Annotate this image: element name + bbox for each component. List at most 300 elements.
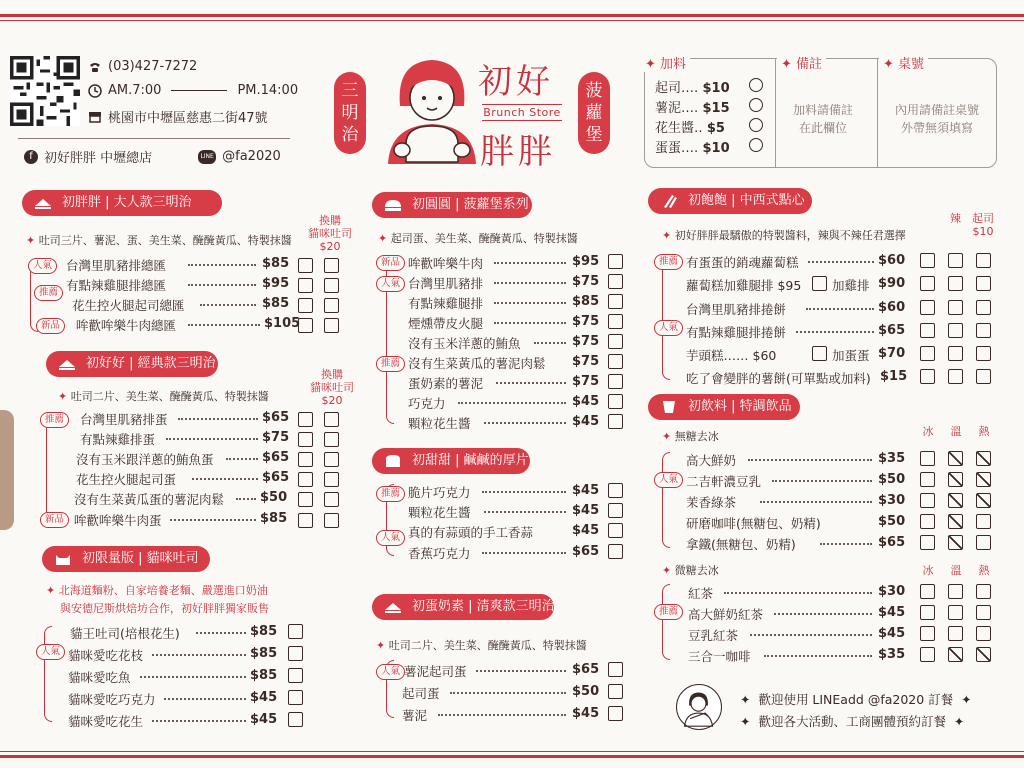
upgrade-checkbox[interactable] [324, 513, 339, 528]
menu-item-price: $50 [878, 514, 906, 529]
leader-dots [188, 264, 256, 266]
order-checkbox[interactable] [920, 300, 935, 315]
addon-checkbox[interactable] [749, 118, 763, 132]
upgrade-checkbox[interactable] [324, 432, 339, 447]
menu-item-price: $65 [878, 323, 906, 338]
menu-item-price: $85 [250, 624, 278, 639]
warm-checkbox-disabled [948, 451, 963, 466]
warm-checkbox-disabled [948, 493, 963, 508]
leader-dots [188, 284, 256, 286]
order-checkbox[interactable] [288, 712, 303, 727]
clock-icon [88, 84, 102, 98]
leader-dots [494, 302, 566, 304]
leader-dots [750, 634, 872, 636]
cheese-checkbox[interactable] [976, 300, 991, 315]
leader-dots [166, 438, 258, 440]
menu-item-price: $50 [572, 684, 600, 699]
section-header-snacks: 初飽飽 | 中西式點心 [648, 188, 812, 214]
upgrade-checkbox[interactable] [324, 412, 339, 427]
addon-row: 蛋蛋‥‥ $10 [655, 141, 730, 156]
menu-item-name: 拿鐵(無糖包、奶精) [686, 537, 796, 552]
menu-item-name: 台灣里肌豬排 [408, 276, 484, 291]
menu-item-name: 有點辣雞腿排總匯 [66, 278, 167, 293]
menu-item-price: $90 [878, 276, 906, 291]
social-row [24, 147, 281, 166]
menu-item-price: $75 [572, 374, 600, 389]
bracket [662, 254, 670, 380]
mascot-avatar-icon [676, 684, 722, 730]
tag-new: 新品 [376, 255, 405, 271]
tag-recommended: 推薦 [376, 486, 405, 502]
line-icon: LINE [198, 150, 216, 164]
panel-divider [775, 59, 776, 167]
facebook-icon: f [24, 150, 38, 164]
warm-checkbox[interactable] [948, 584, 963, 599]
addon-checkbox[interactable] [749, 98, 763, 112]
order-checkbox[interactable] [288, 690, 303, 705]
menu-item-name: 煙燻帶皮火腿 [408, 316, 484, 331]
menu-item-name: 吃了會變胖的薯餅(可單點或加料) [686, 371, 871, 386]
column-header-cheese: 起司 $10 [972, 212, 994, 238]
bottom-border-thin [0, 751, 1024, 752]
footer-line-order: ✦ 歡迎使用 LINEadd @fa2020 訂餐 ✦ [740, 692, 972, 707]
leader-dots [482, 491, 566, 493]
menu-item-name: 沒有生菜黃瓜的薯泥肉鬆 [408, 356, 546, 371]
menu-item-name: 貓咪愛吃巧克力 [68, 692, 156, 707]
order-checkbox[interactable] [608, 314, 623, 329]
order-checkbox[interactable] [608, 662, 623, 677]
menu-item-price: $45 [572, 483, 600, 498]
menu-item-price: $35 [878, 647, 906, 662]
hours-dash [171, 90, 227, 91]
cold-checkbox[interactable] [920, 493, 935, 508]
menu-item-price: $15 [880, 369, 908, 384]
section-header-pineapple-bun: 初圓圓 | 菠蘿堡系列 [372, 192, 532, 218]
hot-checkbox-disabled [976, 493, 991, 508]
leader-dots [484, 511, 566, 513]
column-header-cold: 冰 [922, 564, 934, 577]
menu-item-price: $50 [878, 472, 906, 487]
notes-hint[interactable]: 加料請備註 在此欄位 [793, 103, 854, 135]
section-subtitle: 與安德尼斯烘焙坊合作，初好胖胖獨家販售 [60, 602, 269, 615]
menu-item-price: $65 [878, 535, 906, 550]
column-header-hot: 熱 [978, 564, 990, 577]
add-chicken-label: 加雞排 [832, 278, 870, 293]
order-checkbox[interactable] [608, 354, 623, 369]
order-checkbox[interactable] [608, 394, 623, 409]
brand-title-bottom: 胖胖 [480, 132, 556, 172]
order-checkbox[interactable] [298, 472, 313, 487]
tag-recommended: 推薦 [40, 412, 69, 428]
leader-dots [476, 670, 566, 672]
menu-item-price: $75 [572, 314, 600, 329]
hot-checkbox-disabled [976, 451, 991, 466]
order-checkbox[interactable] [608, 483, 623, 498]
upgrade-checkbox[interactable] [324, 452, 339, 467]
column-header-cold: 冰 [922, 425, 934, 438]
menu-item-price: $70 [878, 346, 906, 361]
order-checkbox[interactable] [298, 452, 313, 467]
cold-checkbox[interactable] [920, 647, 935, 662]
leader-dots [152, 720, 246, 722]
order-checkbox[interactable] [920, 253, 935, 268]
cold-checkbox[interactable] [920, 535, 935, 550]
upgrade-checkbox[interactable] [324, 318, 339, 333]
sandwich-icon [384, 600, 402, 614]
menu-item-name: 紅茶 [688, 586, 714, 601]
order-checkbox[interactable] [608, 706, 623, 721]
order-checkbox[interactable] [920, 369, 935, 384]
order-checkbox[interactable] [298, 432, 313, 447]
leader-dots [196, 632, 246, 634]
menu-item-name: 哞歡哞樂牛肉總匯 [76, 318, 177, 333]
section-header-adult-sandwich: 初胖胖 | 大人款三明治 [22, 190, 222, 216]
hot-checkbox[interactable] [976, 514, 991, 529]
menu-item-price: $65 [572, 662, 600, 677]
tag-new: 新品 [40, 512, 69, 528]
bracket [662, 584, 670, 660]
menu-item-name: 巧克力 [408, 396, 446, 411]
hot-checkbox-disabled [976, 472, 991, 487]
menu-item-name: 蛋奶素的薯泥 [408, 376, 484, 391]
leader-dots [772, 480, 872, 482]
table-hint[interactable]: 內用請備註桌號 外帶無須填寫 [895, 103, 980, 135]
menu-item-price: $60 [878, 253, 906, 268]
menu-item-price: $75 [572, 274, 600, 289]
menu-item-price: $45 [572, 503, 600, 518]
section-subtitle: ✦ 北海道麵粉、自家培養老麵、嚴選進口奶油 [46, 584, 268, 597]
tag-recommended: 推薦 [376, 356, 405, 372]
cold-checkbox[interactable] [920, 451, 935, 466]
menu-item-price: $50 [260, 490, 288, 505]
phone-number[interactable]: (03)427-7272 [108, 59, 198, 74]
leader-dots [140, 676, 246, 678]
spicy-checkbox[interactable] [948, 369, 963, 384]
upgrade-checkbox[interactable] [324, 492, 339, 507]
cold-checkbox[interactable] [920, 472, 935, 487]
cheese-checkbox[interactable] [976, 323, 991, 338]
menu-item-price: $60 [878, 300, 906, 315]
brand-subtitle: Brunch Store [483, 106, 561, 119]
upgrade-checkbox[interactable] [324, 298, 339, 313]
order-checkbox[interactable] [920, 323, 935, 338]
order-checkbox[interactable] [920, 276, 935, 291]
order-checkbox[interactable] [608, 334, 623, 349]
warm-checkbox[interactable] [948, 626, 963, 641]
menu-item-name: 有點辣雞腿排捲餅 [686, 325, 787, 340]
menu-item-name: 薯泥 [402, 708, 428, 723]
menu-item-price: $105 [264, 316, 301, 331]
column-header-warm: 溫 [950, 564, 962, 577]
order-checkbox[interactable] [608, 254, 623, 269]
leader-dots [494, 262, 566, 264]
cheese-checkbox[interactable] [976, 369, 991, 384]
menu-item-price: $85 [250, 646, 278, 661]
column-header-spicy: 辣 [950, 212, 961, 225]
menu-item-name: 台灣里肌豬排總匯 [66, 258, 167, 273]
hot-checkbox[interactable] [976, 626, 991, 641]
spicy-checkbox[interactable] [948, 346, 963, 361]
menu-item-price: $45 [878, 605, 906, 620]
cold-checkbox[interactable] [920, 605, 935, 620]
menu-item-name: 貓咪愛吃花枝 [68, 648, 144, 663]
menu-item-name: 花生控火腿起司總匯 [72, 298, 185, 313]
addon-row: 起司‥‥ $10 [655, 81, 730, 96]
order-checkbox[interactable] [298, 298, 313, 313]
order-checkbox[interactable] [298, 412, 313, 427]
warm-checkbox[interactable] [948, 605, 963, 620]
menu-item-price: $65 [572, 544, 600, 559]
menu-item-name: 沒有玉米跟洋蔥的鮪魚蛋 [76, 452, 214, 467]
leader-dots [494, 282, 566, 284]
addons-head: ✦ 加料 [641, 53, 690, 72]
menu-item-name: 哞歡哞樂牛肉蛋 [74, 513, 162, 528]
order-checkbox[interactable] [288, 624, 303, 639]
leader-dots [170, 519, 256, 521]
upgrade-checkbox[interactable] [324, 472, 339, 487]
header-divider [18, 138, 290, 139]
menu-item-price: $45 [572, 706, 600, 721]
table-head: ✦ 桌號 [879, 53, 928, 72]
menu-item-name: 哞歡哞樂牛肉 [408, 256, 484, 271]
leader-dots [494, 322, 566, 324]
leader-dots [458, 402, 566, 404]
top-border-thin [0, 20, 1024, 21]
addon-row: 薯泥‥‥ $15 [655, 101, 730, 116]
spicy-checkbox[interactable] [948, 300, 963, 315]
tag-new: 新品 [36, 318, 65, 334]
order-checkbox[interactable] [608, 684, 623, 699]
warm-checkbox-disabled [948, 472, 963, 487]
toast-icon [384, 454, 402, 468]
mascot-logo [382, 54, 482, 166]
leader-dots [438, 714, 566, 716]
order-checkbox[interactable] [608, 503, 623, 518]
leader-dots [164, 698, 246, 700]
leader-dots [774, 613, 872, 615]
leader-dots [200, 304, 256, 306]
section-subtitle: ✦ 微糖去冰 [662, 564, 719, 577]
menu-item-name: 三合一咖啡 [688, 649, 751, 664]
leader-dots [760, 501, 872, 503]
hours-open: AM.7:00 [108, 83, 162, 98]
leader-dots [236, 498, 256, 500]
leader-dots [188, 324, 260, 326]
menu-item-name: 茉香綠茶 [686, 495, 737, 510]
menu-item-name: 台灣里肌豬排蛋 [80, 412, 168, 427]
tag-popular: 人氣 [376, 664, 405, 680]
leader-dots [764, 655, 872, 657]
order-checkbox[interactable] [608, 544, 623, 559]
sandwich-icon [58, 357, 76, 371]
section-subtitle: ✦ 起司蛋、美生菜、醃醃黃瓜、特製抹醬 [378, 232, 578, 245]
section-header-veg-sandwich: 初蛋奶素 | 清爽款三明治 [372, 594, 554, 620]
order-checkbox[interactable] [608, 274, 623, 289]
column-header-upgrade: 換購 貓咪吐司 $20 [310, 368, 354, 407]
hot-checkbox[interactable] [976, 605, 991, 620]
store-icon [88, 110, 102, 124]
section-header-classic-sandwich: 初好好 | 經典款三明治 [46, 351, 218, 377]
order-checkbox[interactable] [608, 294, 623, 309]
tag-popular: 人氣 [28, 258, 57, 274]
pill-pineapple-bun: 菠 蘿 堡 [578, 72, 610, 154]
tag-popular: 人氣 [376, 530, 405, 546]
upgrade-checkbox[interactable] [324, 258, 339, 273]
warm-checkbox-disabled [948, 535, 963, 550]
spicy-checkbox[interactable] [948, 253, 963, 268]
addon-checkbox[interactable] [749, 138, 763, 152]
order-checkbox[interactable] [298, 278, 313, 293]
order-checkbox[interactable] [608, 523, 623, 538]
leader-dots [484, 422, 566, 424]
menu-item-price: $75 [572, 354, 600, 369]
menu-item-price: $45 [250, 712, 278, 727]
column-header-hot: 熱 [978, 425, 990, 438]
cheese-checkbox[interactable] [976, 276, 991, 291]
menu-item-name: 顆粒花生醬 [408, 416, 471, 431]
menu-item-name: 脆片巧克力 [408, 485, 471, 500]
brand-title-top: 初好 [478, 62, 554, 102]
menu-item-name: 真的有蒜頭的手工香蒜 [408, 525, 534, 540]
phone-icon [88, 60, 102, 74]
cold-checkbox[interactable] [920, 626, 935, 641]
cold-checkbox[interactable] [920, 584, 935, 599]
menu-item-name: 有點辣雞腿排 [408, 296, 484, 311]
menu-item-name: 蘿蔔糕加雞腿排 $95 [686, 278, 802, 293]
tag-popular: 人氣 [376, 276, 405, 292]
menu-item-price: $75 [262, 430, 290, 445]
leader-dots [806, 308, 874, 310]
leader-dots [748, 459, 872, 461]
order-checkbox[interactable] [920, 346, 935, 361]
menu-item-price: $85 [260, 511, 288, 526]
menu-item-price: $30 [878, 493, 906, 508]
leader-dots [482, 552, 566, 554]
upgrade-checkbox[interactable] [324, 278, 339, 293]
section-header-cat-toast: 初限量版 | 貓咪吐司 [42, 546, 210, 572]
phone-row [88, 59, 197, 74]
section-subtitle: ✦ 初好胖胖最驕傲的特製醬料，辣與不辣任君選擇 [662, 229, 906, 242]
cup-icon [660, 400, 678, 414]
order-checkbox[interactable] [298, 258, 313, 273]
menu-item-price: $65 [262, 450, 290, 465]
menu-item-name: 沒有玉米洋蔥的鮪魚 [408, 336, 521, 351]
addon-row: 花生醬‥ $5 [655, 121, 725, 136]
section-subtitle: ✦ 吐司三片、薯泥、蛋、美生菜、醃醃黃瓜、特製抹醬 [26, 234, 292, 247]
menu-item-price: $65 [262, 470, 290, 485]
column-header-upgrade: 換購 貓咪吐司 $20 [308, 214, 352, 253]
menu-item-name: 豆乳紅茶 [688, 628, 739, 643]
leader-dots [178, 418, 258, 420]
spicy-checkbox[interactable] [948, 323, 963, 338]
menu-item-name: 貓咪愛吃魚 [68, 670, 131, 685]
bun-icon [384, 198, 402, 212]
addon-checkbox[interactable] [749, 78, 763, 92]
thumb-edge [0, 410, 14, 530]
hot-checkbox-disabled [976, 647, 991, 662]
leader-dots [820, 543, 872, 545]
menu-item-name: 研磨咖啡(無糖包、奶精) [686, 516, 821, 531]
order-checkbox[interactable] [298, 513, 313, 528]
menu-item-price: $95 [262, 276, 290, 291]
address-text[interactable]: 桃園市中壢區慈惠二街47號 [108, 111, 268, 126]
order-panel [644, 58, 997, 168]
menu-item-name: 二吉軒濃豆乳 [686, 474, 762, 489]
menu-item-price: $85 [262, 296, 290, 311]
hours-row [88, 83, 298, 98]
fork-icon [660, 194, 678, 208]
cat-icon [54, 552, 72, 566]
pill-sandwich: 三 明 治 [334, 72, 366, 154]
leader-dots [450, 692, 566, 694]
order-checkbox[interactable] [288, 646, 303, 661]
spicy-checkbox[interactable] [948, 276, 963, 291]
leader-dots [226, 458, 258, 460]
menu-item-price: $45 [878, 626, 906, 641]
cheese-checkbox[interactable] [976, 253, 991, 268]
add-egg-label: 加蛋蛋 [832, 348, 870, 363]
bracket [44, 626, 52, 722]
facebook-name[interactable]: 初好胖胖 中壢總店 [44, 151, 153, 166]
menu-item-price: $35 [878, 451, 906, 466]
top-border [0, 14, 1024, 17]
order-checkbox[interactable] [298, 318, 313, 333]
footer-group-order: ✦ 歡迎各大活動、工商團體預約訂餐 ✦ [740, 714, 965, 729]
leader-dots [534, 342, 566, 344]
bracket [46, 412, 54, 522]
order-checkbox[interactable] [288, 668, 303, 683]
menu-item-price: $85 [250, 668, 278, 683]
add-egg-checkbox[interactable] [812, 346, 827, 361]
tag-popular: 人氣 [654, 320, 683, 336]
cold-checkbox[interactable] [920, 514, 935, 529]
menu-item-name: 有點辣雞排蛋 [80, 432, 156, 447]
menu-item-price: $45 [572, 414, 600, 429]
cheese-checkbox[interactable] [976, 346, 991, 361]
line-id[interactable]: @fa2020 [222, 149, 281, 164]
menu-item-price: $45 [250, 690, 278, 705]
menu-item-price: $65 [262, 410, 290, 425]
order-checkbox[interactable] [298, 492, 313, 507]
hot-checkbox[interactable] [976, 535, 991, 550]
menu-item-price: $45 [572, 394, 600, 409]
menu-item-price: $95 [572, 254, 600, 269]
add-chicken-checkbox[interactable] [812, 276, 827, 291]
leader-dots [496, 382, 566, 384]
menu-item-price: $75 [572, 334, 600, 349]
section-header-thick-toast: 初甜甜 | 鹹鹹的厚片 [372, 448, 530, 474]
order-checkbox[interactable] [608, 374, 623, 389]
menu-item-name: 有蛋蛋的銷魂蘿蔔糕 [686, 255, 799, 270]
menu-item-price: $30 [878, 584, 906, 599]
tag-recommended: 推薦 [34, 285, 63, 301]
order-checkbox[interactable] [608, 414, 623, 429]
menu-item-name: 起司蛋 [402, 686, 440, 701]
menu-item-name: 沒有生菜黃瓜蛋的薯泥肉鬆 [74, 492, 225, 507]
warm-checkbox-disabled [948, 514, 963, 529]
hot-checkbox[interactable] [976, 584, 991, 599]
leader-dots [796, 331, 874, 333]
hours-close: PM.14:00 [237, 83, 299, 98]
warm-checkbox-disabled [948, 647, 963, 662]
tag-popular: 人氣 [654, 472, 683, 488]
qr-code[interactable] [10, 56, 80, 126]
notes-head: ✦ 備註 [777, 53, 826, 72]
menu-item-name: 台灣里肌豬排捲餅 [686, 302, 787, 317]
menu-item-price: $85 [572, 294, 600, 309]
sandwich-icon [34, 196, 52, 210]
menu-item-name: 高大鮮奶紅茶 [688, 607, 764, 622]
